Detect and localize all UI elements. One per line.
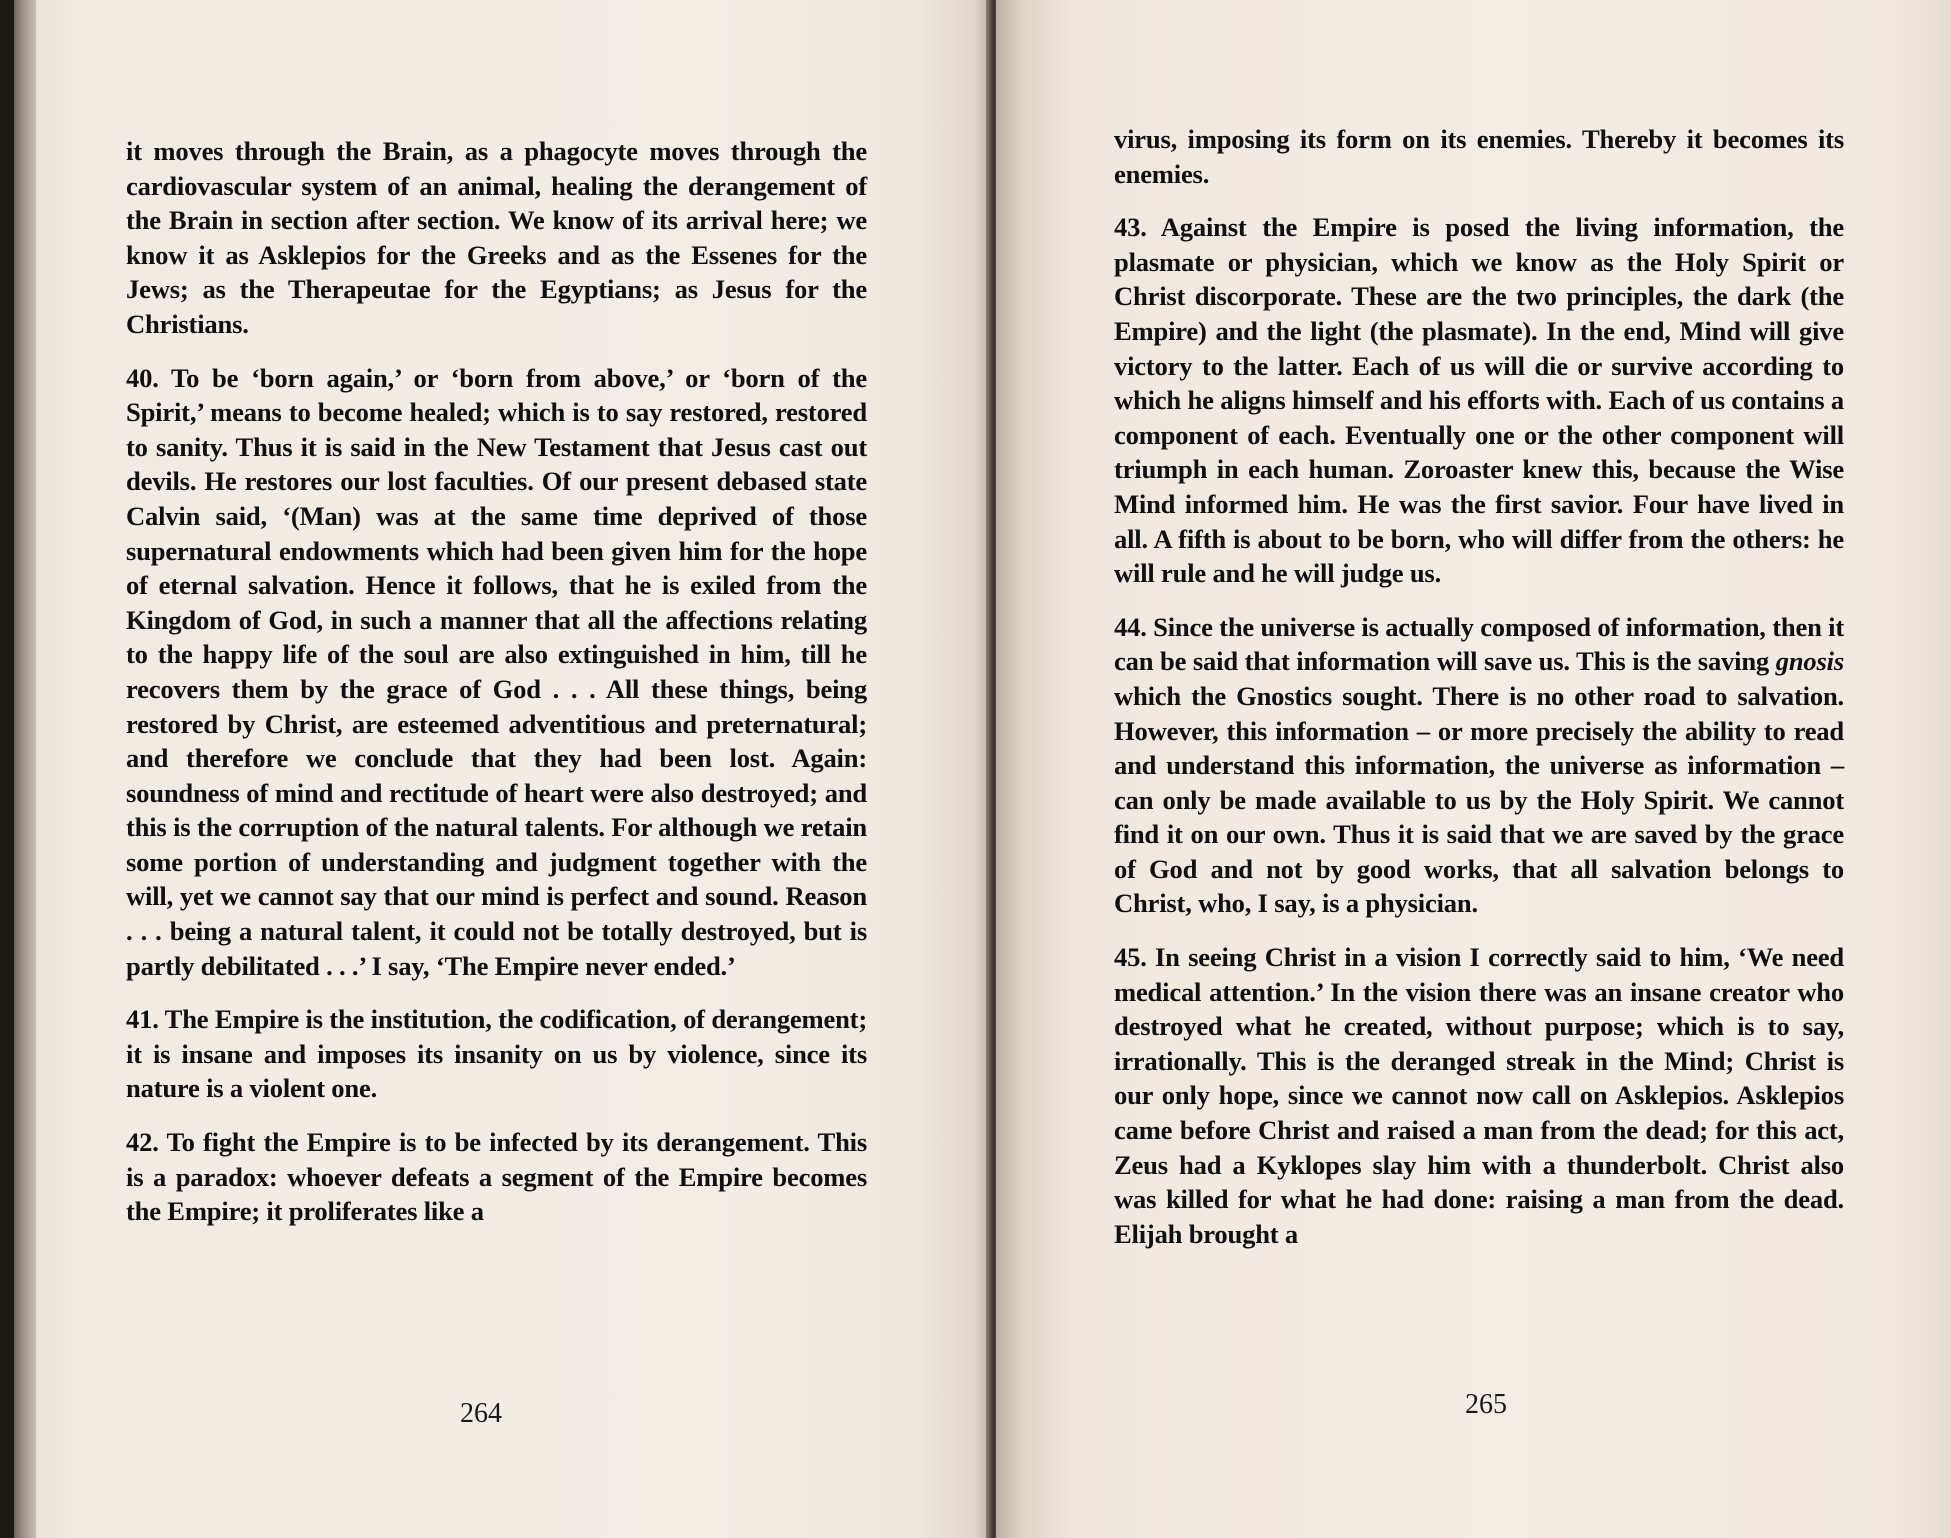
paragraph-40: 40. To be ‘born again,’ or ‘born from above,’ or ‘born of the Spirit,’ means to become healed; which is to say restored, restored to sanity. Thus it is said in the New Testament that Jesus cast out devils. He restores our lost faculties. Of our present debased state Calvin said, ‘(Man) was at the same time deprived of those supernatural endowments which had been given him for the hope of eternal salvation. Hence it follows, that he is exiled from the Kingdom of God, in such a manner that all the affections relating to the happy life of the soul are also extinguished in him, till he recovers them by the grace of God . . . All these things, being restored by Christ, are esteemed adventitious and preternatural; and therefore we conclude that they had been lost. Again: soundness of mind and rectitude of heart were also destroyed; and this is the corruption of the natural talents. For although we retain some portion of understanding and judgment together with the will, yet we cannot say that our mind is perfect and sound. Reason . . . being a natural talent, it could not be totally destroyed, but is partly debilitated . . .’ I say, ‘The Empire never ended.’ [126, 362, 867, 981]
page-edge [14, 0, 36, 1538]
paragraph-45: 45. In seeing Christ in a vision I correctly said to him, ‘We need medical attention.’ In the vision there was an insane creator who destroyed what he created, without purpose; which is to say, irrationally. This is the deranged streak in the Mind; Christ is our only hope, since we cannot now call on Asklepios. Asklepios came before Christ and raised a man from the dead; for this act, Zeus had a Kyklopes slay him with a thunderbolt. Christ also was killed for what he had done: raising a man from the dead. Elijah brought a [1114, 942, 1844, 1249]
paragraph-39-continued: it moves through the Brain, as a phagocyte moves through the cardiovascular system of an animal, healing the derangement of the Brain in section after section. We know of its arrival here; we know it as Asklepios for the Greeks and as the Essenes for the Jews; as the Therapeutae for the Egyptians; as Jesus for the Christians. [126, 136, 867, 339]
left-page-text [126, 134, 867, 1229]
paragraph-44-part-1: 44. Since the universe is actually composed of information, then it can be said that information will save us. This is the saving [1114, 611, 1844, 677]
paragraph-42: 42. To fight the Empire is to be infected by its derangement. This is a paradox: whoever defeats a segment of the Empire becomes the Empire; it proliferates like a [126, 1127, 867, 1227]
right-page-text [1114, 122, 1844, 1251]
page-number-right: 265 [1465, 1389, 1507, 1420]
page-number-left: 264 [460, 1398, 502, 1429]
paragraph-41: 41. The Empire is the institution, the codification, of derangement; it is insane and imposes its insanity on us by violence, since its nature is a violent one. [126, 1004, 867, 1104]
gnosis-italic: gnosis [1775, 646, 1844, 677]
paragraph-44-part-2: which the Gnostics sought. There is no other road to salvation. However, this information – or more precisely the ability to read and understand this information, the universe as information – can only be made available to us by the Holy Spirit. We cannot find it on our own. Thus it is said that we are saved by the grace of God and not by good works, that all salvation belongs to Christ, who, I say, is a physician. [1114, 680, 1844, 919]
paragraph-44 [1114, 610, 1844, 921]
left-page [14, 0, 992, 1538]
paragraph-42-continued: virus, imposing its form on its enemies. Thereby it becomes its enemies. [1114, 124, 1844, 189]
paragraph-43: 43. Against the Empire is posed the living information, the plasmate or physician, which we know as the Holy Spirit or Christ discorporate. These are the two principles, the dark (the Empire) and the light (the plasmate). In the end, Mind will give victory to the latter. Each of us will die or survive according to which he aligns himself and his efforts with. Each of us contains a component of each. Eventually one or the other component will triumph in each human. Zoroaster knew this, because the Wise Mind informed him. He was the first savior. Four have lived in all. A fifth is about to be born, who will differ from the others: he will rule and he will judge us. [1114, 212, 1844, 589]
